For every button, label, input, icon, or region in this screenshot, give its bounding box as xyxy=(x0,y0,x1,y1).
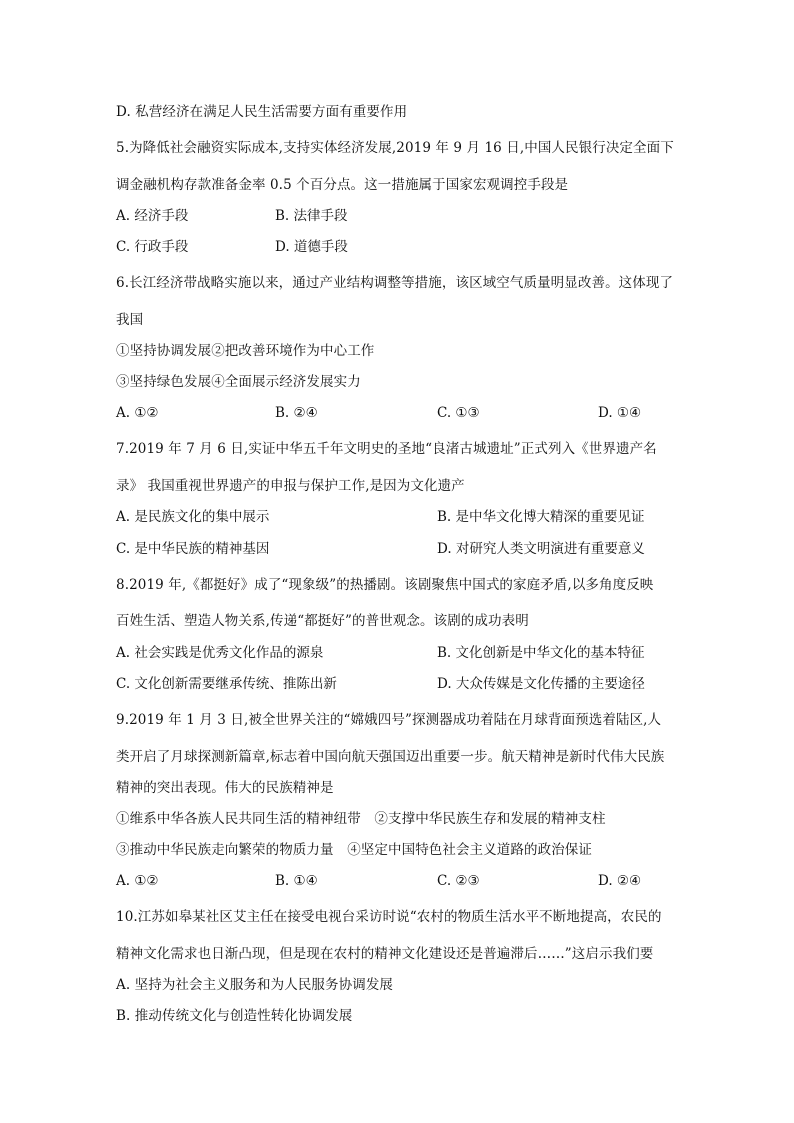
q9-statements-1: ①维系中华各族人民共同生活的精神纽带 ②支撑中华民族生存和发展的精神支柱 xyxy=(116,811,606,827)
q7-option-d: D. 对研究人类文明演进有重要意义 xyxy=(437,541,645,557)
q5-option-a: A. 经济手段 xyxy=(116,208,189,224)
q4-option-d: D. 私营经济在满足人民生活需要方面有重要作用 xyxy=(116,104,408,120)
q6-statements-1: ①坚持协调发展②把改善环境作为中心工作 xyxy=(116,343,375,359)
q8-stem-line1: 8.2019 年,《都挺好》成了“现象级”的热播剧。该剧聚焦中国式的家庭矛盾,以多角度反映 xyxy=(116,577,654,593)
q5-option-b: B. 法律手段 xyxy=(275,208,348,224)
q10-stem-line1: 10.江苏如皋某社区艾主任在接受电视台采访时说“农村的物质生活水平不断地提高，农民的 xyxy=(116,909,662,925)
q6-option-a: A. ①② xyxy=(116,405,159,421)
q7-stem-line1: 7.2019 年 7 月 6 日,实证中华五千年文明史的圣地“良渚古城遗址”正式列入《世界遗产名 xyxy=(116,441,657,457)
q9-stem-line1: 9.2019 年 1 月 3 日,被全世界关注的“嫦娥四号”探测器成功着陆在月球背面预选着陆区,人 xyxy=(116,712,662,728)
q10-option-b: B. 推动传统文化与创造性转化协调发展 xyxy=(116,1008,353,1024)
q8-option-b: B. 文化创新是中华文化的基本特征 xyxy=(437,645,645,661)
q7-option-c: C. 是中华民族的精神基因 xyxy=(116,541,270,557)
q9-stem-line2: 类开启了月球探测新篇章,标志着中国向航天强国迈出重要一步。航天精神是新时代伟大民族 xyxy=(116,749,665,765)
q6-stem-line2: 我国 xyxy=(116,312,144,328)
q6-statements-2: ③坚持绿色发展④全面展示经济发展实力 xyxy=(116,374,361,390)
q9-option-d: D. ②④ xyxy=(598,873,642,889)
q5-stem-line1: 5.为降低社会融资实际成本,支持实体经济发展,2019 年 9 月 16 日,中国人民银行决定全面下 xyxy=(116,140,674,156)
q9-option-a: A. ①② xyxy=(116,873,159,889)
q10-stem-line2: 精神文化需求也日渐凸现，但是现在农村的精神文化建设还是普遍滞后……”这启示我们要 xyxy=(116,946,654,962)
q6-option-c: C. ①③ xyxy=(437,405,480,421)
q5-stem-line2: 调金融机构存款准备金率 0.5 个百分点。这一措施属于国家宏观调控手段是 xyxy=(116,177,569,193)
q6-option-b: B. ②④ xyxy=(275,405,318,421)
q9-stem-line3: 精神的突出表现。伟大的民族精神是 xyxy=(116,780,334,796)
q10-option-a: A. 坚持为社会主义服务和为人民服务协调发展 xyxy=(116,977,394,993)
q7-stem-line2: 录》 我国重视世界遗产的申报与保护工作,是因为文化遗产 xyxy=(116,478,465,494)
q8-stem-line2: 百姓生活、塑造人物关系,传递“都挺好”的普世观念。该剧的成功表明 xyxy=(116,613,529,629)
q5-option-d: D. 道德手段 xyxy=(275,239,348,255)
q9-option-b: B. ①④ xyxy=(275,873,318,889)
q9-option-c: C. ②③ xyxy=(437,873,480,889)
q5-option-c: C. 行政手段 xyxy=(116,239,189,255)
q6-stem-line1: 6.长江经济带战略实施以来，通过产业结构调整等措施，该区域空气质量明显改善。这体现了 xyxy=(116,275,674,291)
q8-option-c: C. 文化创新需要继承传统、推陈出新 xyxy=(116,676,337,692)
q7-option-b: B. 是中华文化博大精深的重要见证 xyxy=(437,509,645,525)
q6-option-d: D. ①④ xyxy=(598,405,642,421)
q8-option-a: A. 社会实践是优秀文化作品的源泉 xyxy=(116,645,324,661)
q9-statements-2: ③推动中华民族走向繁荣的物质力量 ④坚定中国特色社会主义道路的政治保证 xyxy=(116,842,592,858)
q8-option-d: D. 大众传媒是文化传播的主要途径 xyxy=(437,676,645,692)
q7-option-a: A. 是民族文化的集中展示 xyxy=(116,509,270,525)
